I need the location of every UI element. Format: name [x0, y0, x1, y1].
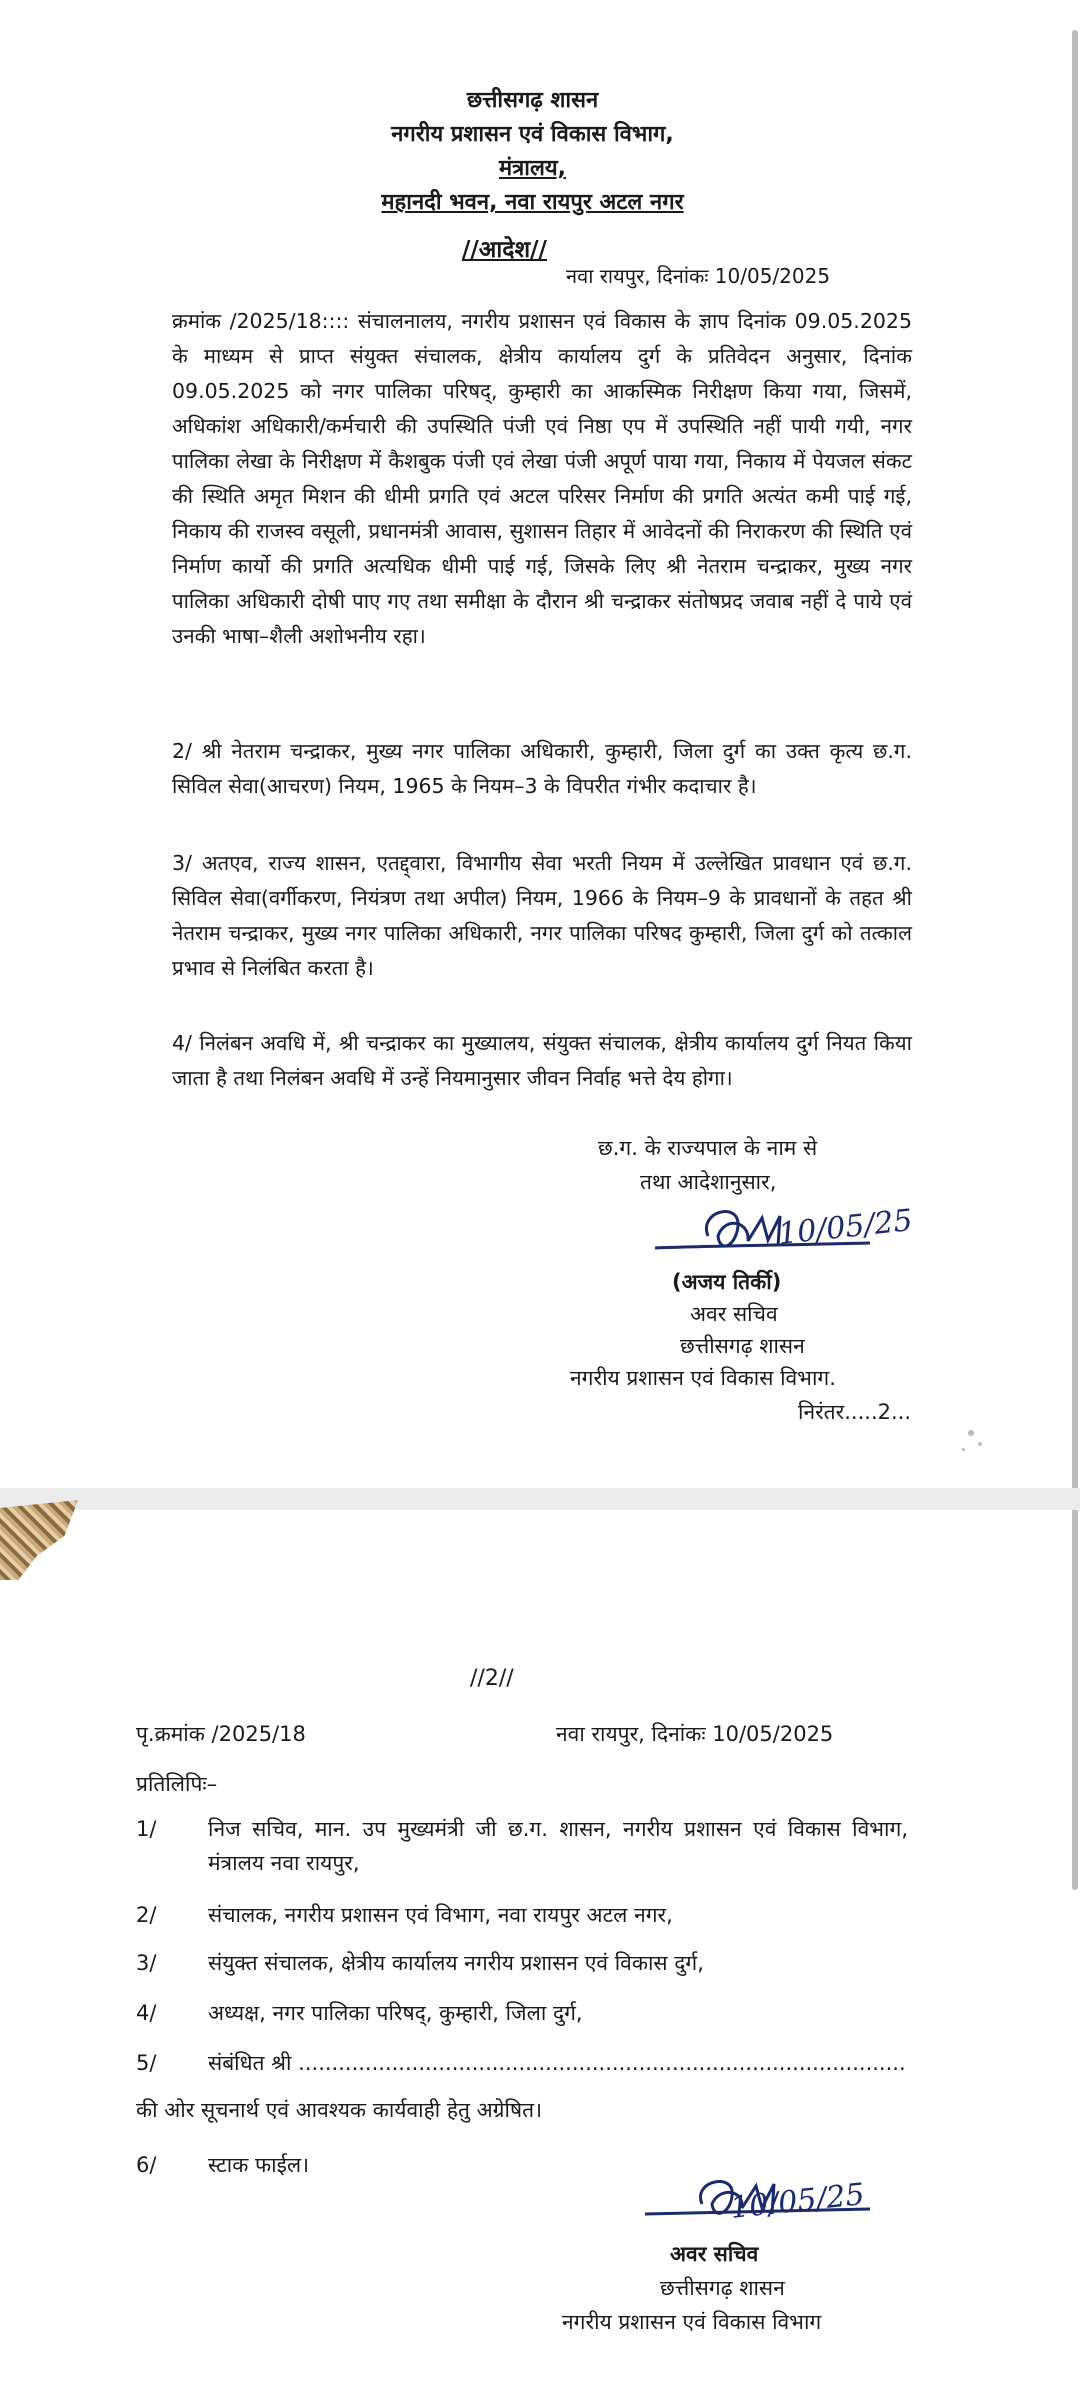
governor-line-1: छ.ग. के राज्यपाल के नाम से — [598, 1136, 818, 1160]
scrollbar[interactable] — [1072, 30, 1078, 1890]
signatory-name: (अजय तिर्की) — [672, 1270, 782, 1294]
signatory-dept: नगरीय प्रशासन एवं विकास विभाग — [562, 2310, 822, 2334]
signatory-post: अवर सचिव — [690, 1302, 778, 1326]
order-paragraph-3: 3/ अतएव, राज्य शासन, एतद्द्वारा, विभागीय सेवा भरती नियम में उल्लेखित प्रावधान एवं छ.ग. सिविल सेवा(वर्गीकरण, नियंत्रण तथा अपील) नियम, 1966 के नियम–9 के प्रावधानों के तहत श्री नेतराम चन्द्राकर, मुख्य नगर पालिका अधिकारी, नगर पालिका परिषद कुम्हारी, जिला दुर्ग को तत्काल प्रभाव से निलंबित करता है। — [172, 851, 912, 980]
order-paragraph-4: 4/ निलंबन अवधि में, श्री चन्द्राकर का मुख्यालय, संयुक्त संचालक, क्षेत्रीय कार्यालय दुर्ग नियत किया जाता है तथा निलंबन अवधि में उन्हें नियमानुसार जीवन निर्वाह भत्ते देय होगा। — [172, 1031, 912, 1090]
copy-item-number: 3/ — [136, 1951, 157, 1975]
page-gap — [0, 1488, 1080, 1510]
scan-speck — [978, 1442, 982, 1446]
signature-date: 10/05/25 — [776, 1203, 915, 1252]
copy-item-text: संबंधित श्री ........................................................................................... — [208, 2051, 906, 2075]
header-ministry-wrap — [0, 152, 1065, 182]
continued-note: निरंतर.....2... — [798, 1400, 912, 1424]
copy-item-number: 5/ — [136, 2051, 157, 2075]
signatory-govt: छत्तीसगढ़ शासन — [660, 2276, 785, 2300]
copy-ref-number: पृ.क्रमांक /2025/18 — [136, 1722, 306, 1746]
signatory-post: अवर सचिव — [670, 2242, 759, 2266]
copy-heading: प्रतिलिपिः– — [136, 1772, 218, 1796]
copy-item-number: 4/ — [136, 2001, 157, 2025]
scan-speck — [962, 1448, 965, 1451]
signatory-govt: छत्तीसगढ़ शासन — [680, 1334, 805, 1358]
header-address: महानदी भवन, नवा रायपुर अटल नगर — [381, 190, 684, 215]
forward-line: की ओर सूचनार्थ एवं आवश्यक कार्यवाही हेतु अग्रेषित। — [136, 2098, 543, 2122]
header-dept: नगरीय प्रशासन एवं विकास विभाग, — [391, 122, 674, 147]
copy-place-date: नवा रायपुर, दिनांकः 10/05/2025 — [556, 1722, 834, 1746]
copy-item-text: स्टाक फाईल। — [208, 2153, 310, 2177]
copy-item-text: संयुक्त संचालक, क्षेत्रीय कार्यालय नगरीय प्रशासन एवं विकास दुर्ग, — [208, 1951, 704, 1975]
order-title: //आदेश// — [462, 237, 547, 263]
signature-date: 10/05/25 — [728, 2177, 867, 2226]
header-ministry: मंत्रालय, — [498, 156, 567, 181]
copy-item-number: 2/ — [136, 1903, 157, 1927]
governor-line-2: तथा आदेशानुसार, — [640, 1170, 777, 1194]
scan-speck — [968, 1430, 974, 1436]
copy-item — [136, 1812, 906, 1882]
copy-item-number: 6/ — [136, 2153, 157, 2177]
seal-fragment — [0, 1500, 92, 1580]
header-govt: छत्तीसगढ़ शासन — [466, 88, 599, 113]
header-address-wrap — [0, 186, 1065, 216]
copy-item-text: संचालक, नगरीय प्रशासन एवं विभाग, नवा रायपुर अटल नगर, — [208, 1903, 673, 1927]
page-number: //2// — [470, 1666, 514, 1691]
copy-item-text: अध्यक्ष, नगर पालिका परिषद्, कुम्हारी, जिला दुर्ग, — [208, 2001, 583, 2025]
order-paragraph-2: 2/ श्री नेतराम चन्द्राकर, मुख्य नगर पालिका अधिकारी, कुम्हारी, जिला दुर्ग का उक्त कृत्य छ.ग. सिविल सेवा(आचरण) नियम, 1965 के नियम–3 के विपरीत गंभीर कदाचार है। — [172, 739, 912, 798]
signatory-dept: नगरीय प्रशासन एवं विकास विभाग. — [570, 1366, 836, 1390]
order-paragraph-1: क्रमांक /2025/18:::: संचालनालय, नगरीय प्रशासन एवं विकास के ज्ञाप दिनांक 09.05.2025 के माध्यम से प्राप्त संयुक्त संचालक, क्षेत्रीय कार्यालय दुर्ग के प्रतिवेदन अनुसार, दिनांक 09.05.2025 को नगर पालिका परिषद्, कुम्हारी का आकस्मिक निरीक्षण किया गया, जिसमें, अधिकांश अधिकारी/कर्मचारी की उपस्थिति पंजी एवं निष्ठा एप में उपस्थिति नहीं पायी गयी, नगर पालिका लेखा के निरीक्षण में कैशबुक पंजी एवं लेखा पंजी अपूर्ण पाया गया, निकाय में पेयजल संकट की स्थिति अमृत मिशन की धीमी प्रगति एवं अटल परिसर निर्माण की प्रगति अत्यंत कमी पाई गई, निकाय की राजस्व वसूली, प्रधानमंत्री आवास, सुशासन तिहार में आवेदनों की निराकरण की स्थिति एवं निर्माण कार्यो की प्रगति अत्यधिक धीमी पाई गई, जिसके लिए श्री नेतराम चन्द्राकर, मुख्य नगर पालिका अधिकारी दोषी पाए गए तथा समीक्षा के दौरान श्री चन्द्राकर संतोषप्रद जवाब नहीं दे पाये एवं उनकी भाषा–शैली अशोभनीय रहा। — [172, 309, 912, 648]
order-place-date: नवा रायपुर, दिनांकः 10/05/2025 — [566, 264, 831, 288]
copy-item-number: 1/ — [136, 1817, 157, 1841]
copy-item-text: निज सचिव, मान. उप मुख्यमंत्री जी छ.ग. शासन, नगरीय प्रशासन एवं विकास विभाग, मंत्रालय नवा रायपुर, — [208, 1817, 908, 1875]
